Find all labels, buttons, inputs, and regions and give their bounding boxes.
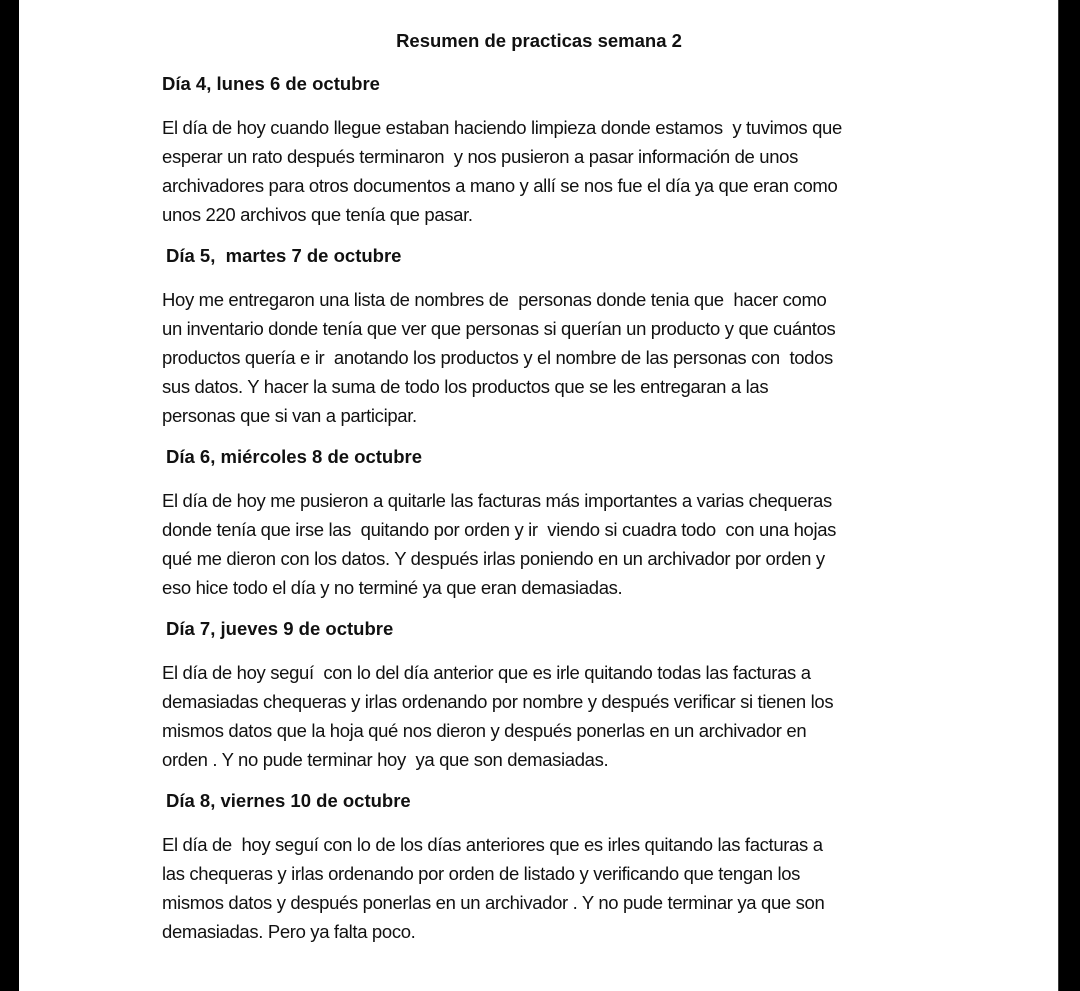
day-entry-7 <box>162 616 932 774</box>
text-line: Hoy me entregaron una lista de nombres de personas donde tenia que hacer como <box>162 289 827 310</box>
text-line: unos 220 archivos que tenía que pasar. <box>162 204 473 225</box>
day-entry-6 <box>162 444 932 602</box>
text-line: personas que si van a participar. <box>162 405 417 426</box>
text-line: productos quería e ir anotando los productos y el nombre de las personas con todos <box>162 347 833 368</box>
day-heading: Día 5, martes 7 de octubre <box>166 245 402 266</box>
text-line: orden . Y no pude terminar hoy ya que son demasiadas. <box>162 749 609 770</box>
text-line: mismos datos que la hoja qué nos dieron y después ponerlas en un archivador en <box>162 720 807 741</box>
text-line: esperar un rato después terminaron y nos pusieron a pasar información de unos <box>162 146 798 167</box>
day-body <box>162 830 932 946</box>
day-entry-5 <box>162 243 932 430</box>
text-line: qué me dieron con los datos. Y después irlas poniendo en un archivador por orden y <box>162 548 825 569</box>
document-title: Resumen de practicas semana 2 <box>396 30 682 51</box>
text-line: donde tenía que irse las quitando por orden y ir viendo si cuadra todo con una hojas <box>162 519 837 540</box>
day-body <box>162 285 932 430</box>
text-line: las chequeras y irlas ordenando por orden de listado y verificando que tengan los <box>162 863 801 884</box>
text-line: demasiadas. Pero ya falta poco. <box>162 921 416 942</box>
day-heading: Día 6, miércoles 8 de octubre <box>166 446 423 467</box>
day-body <box>162 113 932 229</box>
document-page <box>19 0 1059 991</box>
day-entry-4 <box>162 71 932 229</box>
text-line: El día de hoy seguí con lo de los días anteriores que es irles quitando las facturas a <box>162 834 823 855</box>
day-entry-8 <box>162 788 932 946</box>
text-line: demasiadas chequeras y irlas ordenando por nombre y después verificar si tienen los <box>162 691 834 712</box>
document-content <box>162 28 932 960</box>
text-line: El día de hoy me pusieron a quitarle las facturas más importantes a varias chequeras <box>162 490 832 511</box>
text-line: archivadores para otros documentos a mano y allí se nos fue el día ya que eran como <box>162 175 838 196</box>
text-line: eso hice todo el día y no terminé ya que eran demasiadas. <box>162 577 623 598</box>
text-line: sus datos. Y hacer la suma de todo los productos que se les entregaran a las <box>162 376 769 397</box>
day-heading: Día 4, lunes 6 de octubre <box>162 73 380 94</box>
day-body <box>162 658 932 774</box>
day-body <box>162 486 932 602</box>
day-heading: Día 7, jueves 9 de octubre <box>166 618 394 639</box>
text-line: mismos datos y después ponerlas en un archivador . Y no pude terminar ya que son <box>162 892 825 913</box>
text-line: El día de hoy cuando llegue estaban haciendo limpieza donde estamos y tuvimos que <box>162 117 842 138</box>
day-heading: Día 8, viernes 10 de octubre <box>166 790 411 811</box>
text-line: El día de hoy seguí con lo del día anterior que es irle quitando todas las facturas a <box>162 662 811 683</box>
text-line: un inventario donde tenía que ver que personas si querían un producto y que cuántos <box>162 318 836 339</box>
